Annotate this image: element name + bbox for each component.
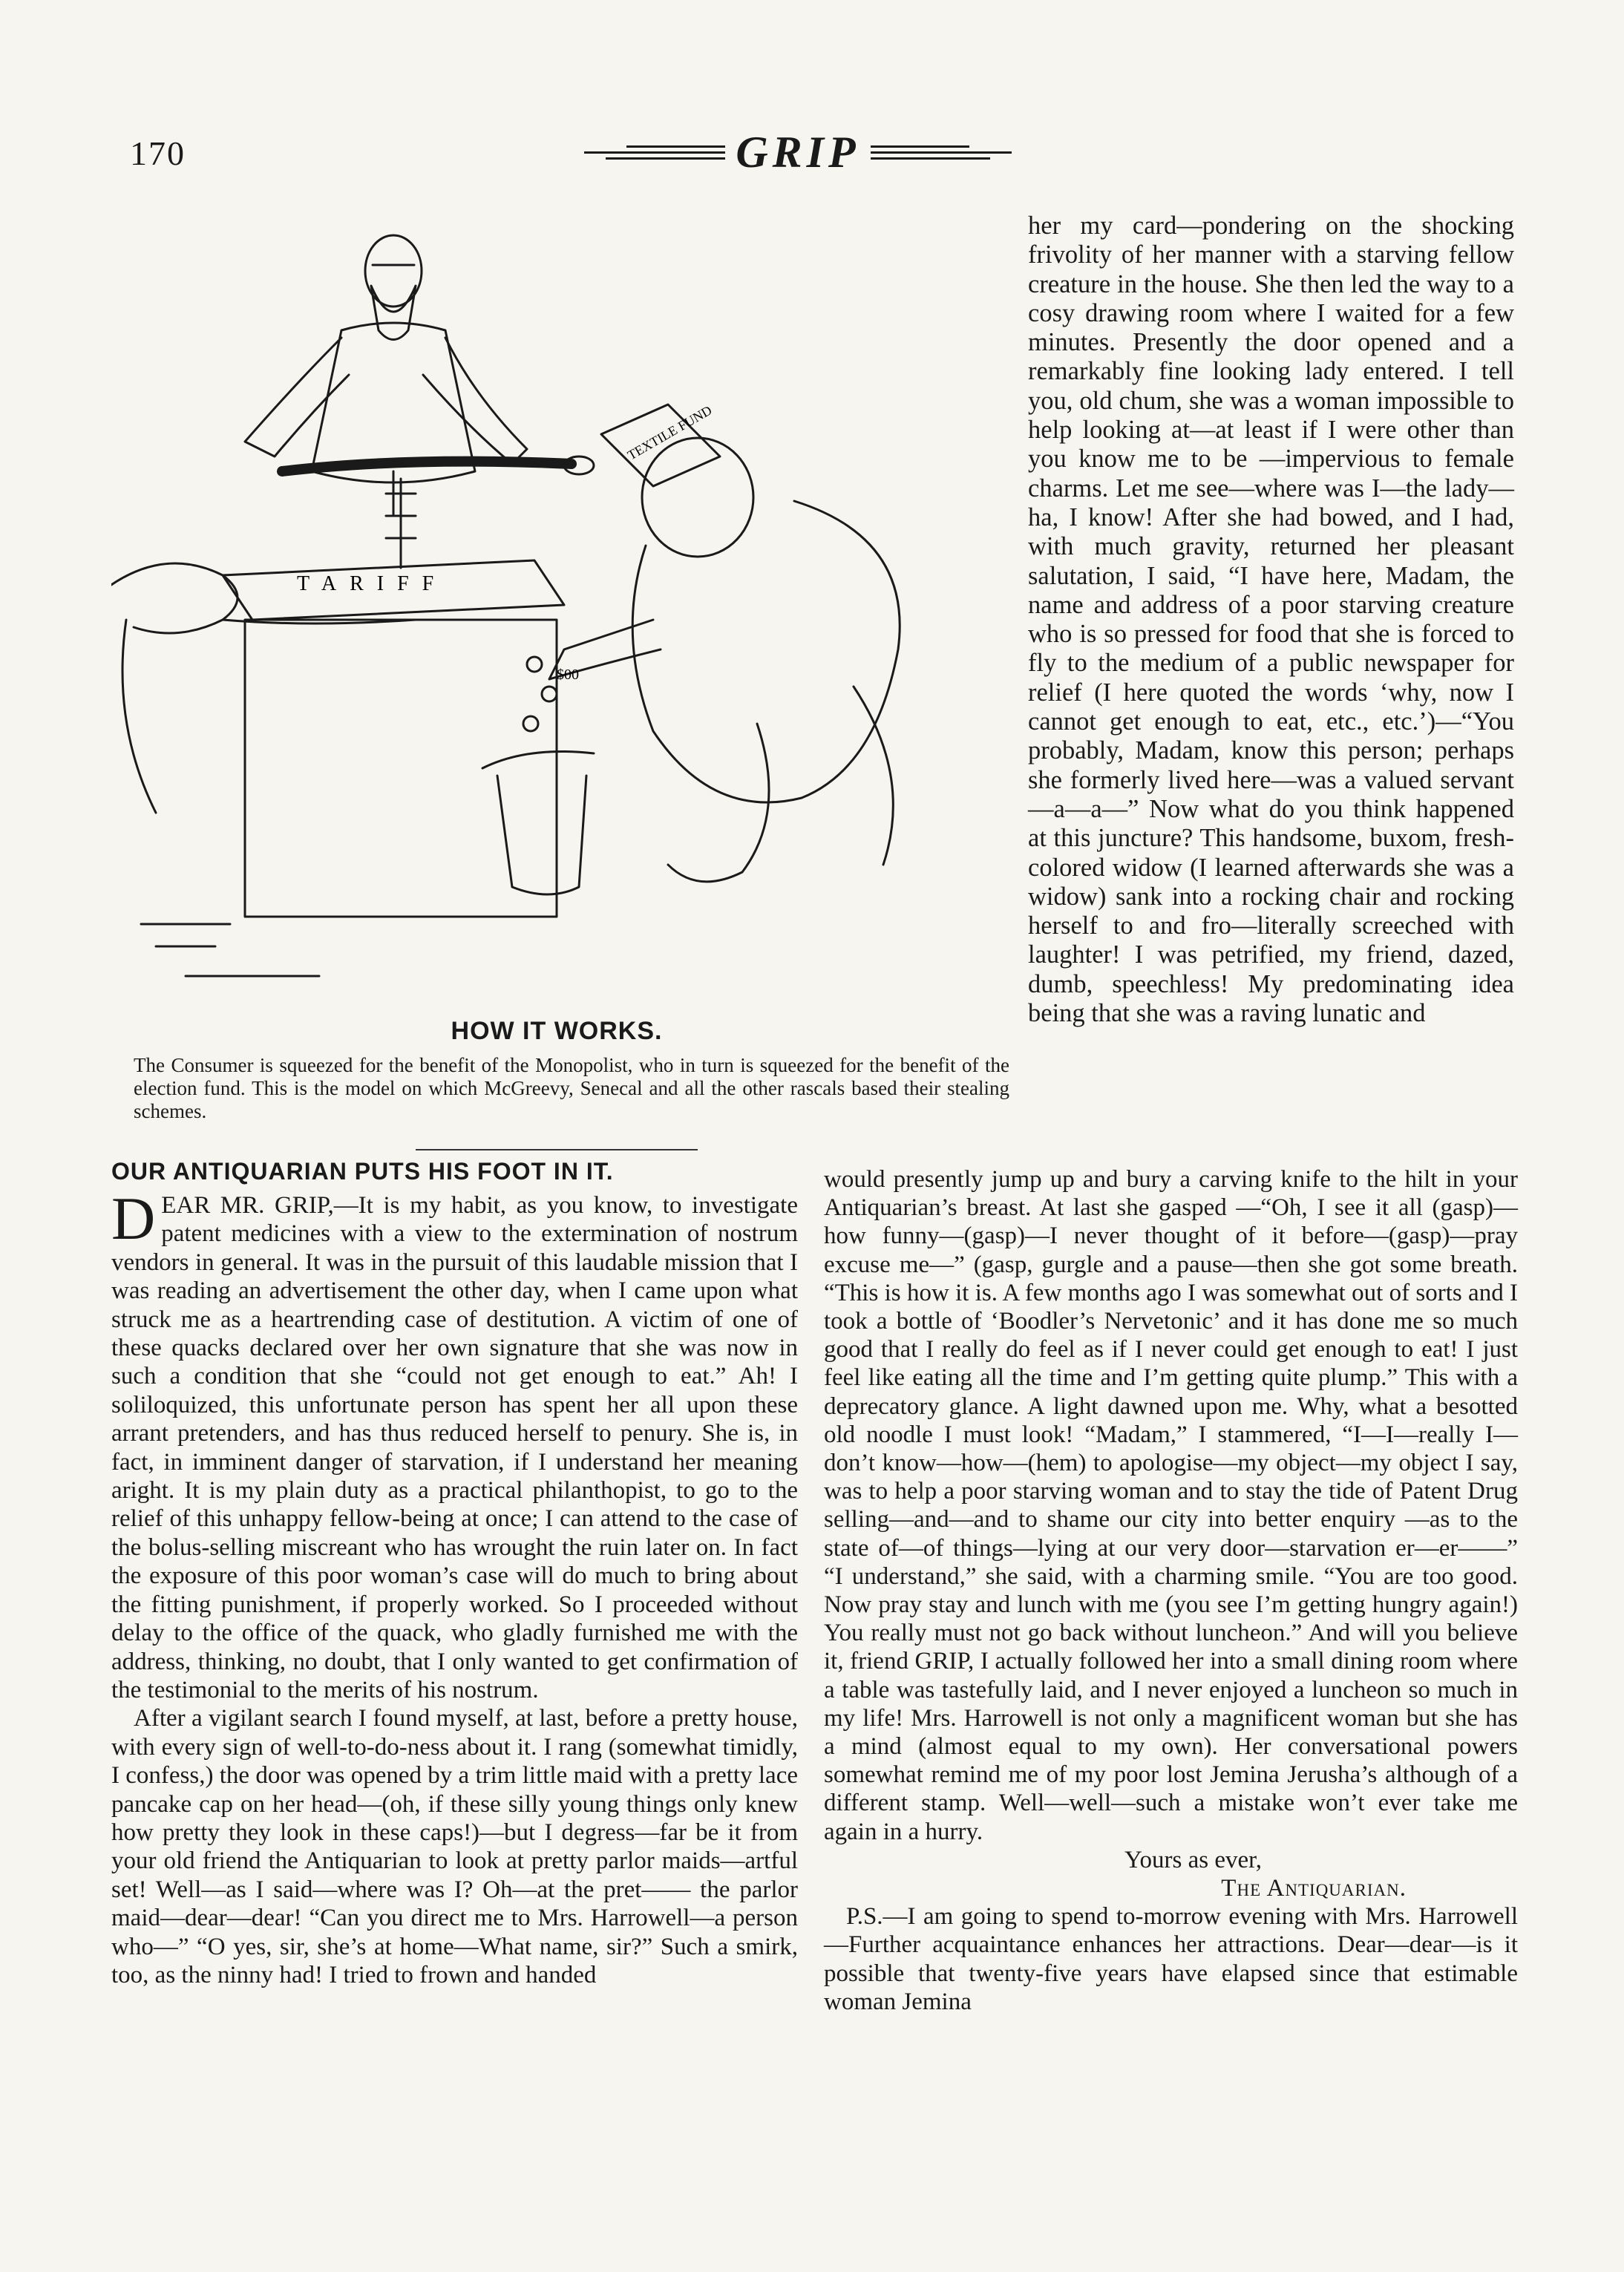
monopolist-beard bbox=[371, 286, 416, 340]
drop-cap: D bbox=[111, 1185, 156, 1252]
cartoon-title: HOW IT WORKS. bbox=[451, 1017, 663, 1045]
letter-closing: Yours as ever, bbox=[1124, 1846, 1263, 1873]
cartoon-caption: The Consumer is squeezed for the benefit of the Monopolist, who in turn is squeezed for the benefit of the election fund. This is the model on which McGreevy, Senecal and all the other rascals based their stealing schemes. bbox=[134, 1054, 1009, 1122]
masthead-rule-right bbox=[871, 145, 1012, 160]
postscript: P.S.—I am going to spend to-morrow evening with Mrs. Harrowell—Further acquaintance enhances her attractions. Dear—dear—is it possible that twenty-five years have elapsed since that estimable woman Jemina bbox=[824, 1903, 1518, 2015]
masthead bbox=[553, 126, 1043, 178]
paragraph-1-text: EAR MR. GRIP,—It is my habit, as you know, to investigate patent medicines with a view to the extermination of nostrum vendors in general. It was in the pursuit of this laudable mission that I was reading an advertisement the other day, when I came upon what struck me as a heartrending case of destitution. A victim of one of these quacks declared over her own signature that she was now in such a condition that she “could not get enough to eat.” Ah! I soliloquized, this unfortunate person has spent her all upon these arrant pretenders, and has thus reduced herself to penury. She is, in fact, in imminent danger of starvation, if I understand her meaning aright. It is my plain duty as a practical philanthopist, to go to the relief of this unhappy fellow-being at once; I can attend to the case of the bolus-selling miscreant who has wrought the ruin later on. In fact the exposure of this poor woman’s case will do much to bring about the fitting punishment, if properly worked. So I proceeded without delay to the office of the quack, who gladly furnished me with the address, thinking, no doubt, that I only wanted to get confirmation of the testimonial to the merits of his nostrum. bbox=[111, 1192, 798, 1703]
text-column-left bbox=[111, 1185, 798, 1989]
article-paragraph-2: After a vigilant search I found myself, at last, before a pretty house, with every sign of well-to-do-ness about it. I rang (somewhat timidly, I confess,) the door was opened by a trim little maid with a pretty lace pancake cap on her head—(oh, if these silly young things only knew how pretty they look in these caps!)—but I degress—far be it from your old friend the Antiquarian to look at pretty parlor maids—artful set! Well—as I said—where was I? Oh—at the pret—— the parlor maid—dear—dear! “Can you direct me to Mrs. Harrowell—a person who—” “O yes, sir, she’s at home—What name, sir?” Such a smirk, too, as the ninny had! I tried to frown and handed bbox=[111, 1705, 798, 1988]
crouching-figure-legs bbox=[668, 687, 893, 882]
text-column-top-right: her my card—pondering on the shocking frivolity of her manner with a starving fellow creature in the house. She then led the way to a cosy drawing room where I waited for a few minutes. Presently the door opened and a remarkably fine looking lady entered. I tell you, old chum, she was a woman impossible to help looking at—at least if I were other than you know me to be —impervious to female charms. Let me see—where was I—the lady—ha, I know! After she had bowed, and I had, with much gravity, returned her pleasant salutation, I said, “I have here, Madam, the name and address of a poor starving creature who is so pressed for food that she is forced to fly to the medium of a public newspaper for relief (I here quoted the words ‘why, now I cannot get enough to eat, etc., etc.’)—“You probably, Madam, know this person; perhaps she formerly lived here—was a valued servant—a—a—” Now what do you think happened at this juncture? This handsome, buxom, fresh-colored widow (I learned afterwards she was a widow) sank into a rocking chair and rocking herself to and fro—literally screeched with laughter! I was petrified, my friend, dazed, dumb, speechless! My predominating idea being that she was a raving lunatic and bbox=[1028, 212, 1514, 1028]
article-paragraph-1 bbox=[111, 1185, 798, 1704]
consumer-arm bbox=[122, 620, 156, 813]
masthead-title: GRIP bbox=[736, 127, 860, 177]
textile-fund-label: TEXTILE FUND bbox=[625, 402, 715, 463]
caption-divider bbox=[416, 1149, 698, 1150]
press-screw bbox=[386, 479, 416, 568]
masthead-rule-left bbox=[584, 145, 725, 160]
monopolist-left-arm bbox=[245, 338, 349, 456]
page-number: 170 bbox=[130, 134, 186, 172]
article-heading: OUR ANTIQUARIAN PUTS HIS FOOT IN IT. bbox=[111, 1158, 614, 1185]
cartoon-drawing bbox=[111, 204, 1002, 991]
monopolist-right-arm bbox=[423, 338, 527, 464]
press-handle bbox=[282, 462, 572, 471]
consumer-hat bbox=[482, 752, 594, 895]
text-column-bottom-right bbox=[824, 1165, 1518, 2016]
ground-strokes bbox=[141, 924, 319, 976]
tariff-label: TARIFF bbox=[297, 572, 448, 595]
coins-label: $00 bbox=[557, 667, 579, 683]
consumer-head bbox=[111, 563, 238, 633]
crouching-figure-head bbox=[642, 438, 753, 557]
cartoon-illustration bbox=[111, 204, 1002, 991]
letter-signature: The Antiquarian. bbox=[1221, 1875, 1407, 1902]
article-paragraph-3: would presently jump up and bury a carving knife to the hilt in your Antiquarian’s breast. At last she gasped —“Oh, I see it all (gasp)—how funny—(gasp)—I never thought of it before—(gasp)—pray excuse me—” (gasp, gurgle and a pause—then she got some breath. “This is how it is. A few months ago I was somewhat out of sorts and I took a bottle of ‘Boodler’s Nervetonic’ and it has done me so much good that I really do feel as if I never could get enough to eat! I just feel like eating all the time and I’m getting quite plump.” This with a deprecatory glance. A light dawned upon me. Why, what a besotted old noodle I must look! “Madam,” I stammered, “I—I—really I—don’t know—how—(hem) to apologise—my object—my object I say, was to help a poor starving woman and to stay the tide of Patent Drug selling—and—and to shame our city into better enquiry —as to the state of—of things—lying at our very door—starvation er—er——” “I understand,” she said, with a charming smile. “You are too good. Now pray stay and lunch with me (you see I’m getting hungry again!) You really must not go back without luncheon.” And will you believe it, friend GRIP, I actually followed her into a small dining room where a table was tastefully laid, and I never enjoyed a luncheon so much in my life! Mrs. Harrowell is not only a magnificent woman but she has a mind (almost equal to my own). Her conversational powers somewhat remind me of my poor lost Jemina Jerusha’s although of a different stamp. Well—well—such a mistake won’t ever take me again in a hurry. bbox=[824, 1166, 1518, 1845]
